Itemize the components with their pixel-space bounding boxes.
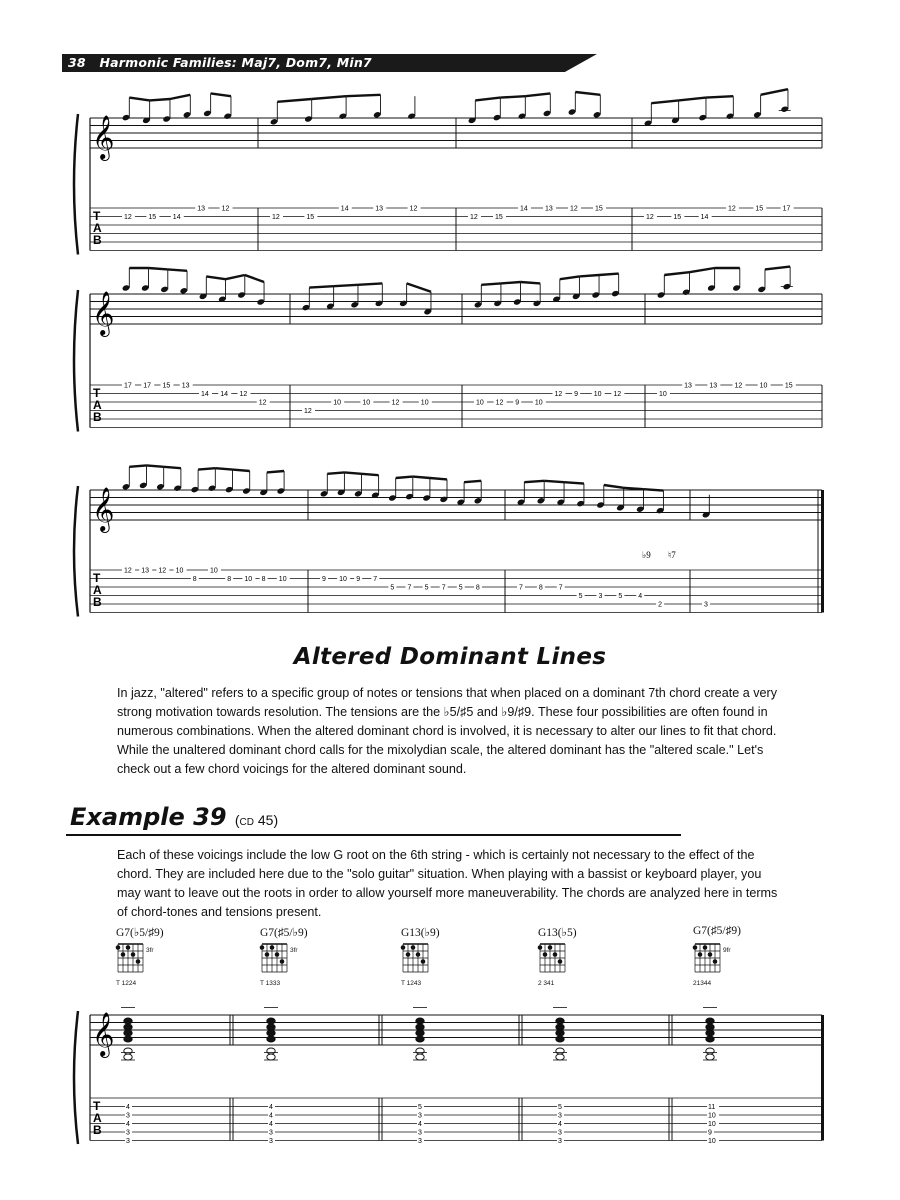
tab-number: 12: [391, 399, 400, 407]
tab-number: 10: [593, 391, 602, 398]
tab-number: 3: [418, 1129, 422, 1137]
final-barline-thick: [821, 490, 824, 613]
tab-number: 12: [728, 205, 736, 213]
tab-number: 17: [124, 382, 132, 390]
tab-number: 8: [227, 576, 232, 583]
beam: [327, 472, 344, 473]
chord-note-head: [416, 1024, 424, 1030]
tab-number: 4: [638, 593, 643, 600]
chord-finger-dot: [411, 945, 416, 950]
beam: [564, 482, 584, 483]
tab-number: 4: [269, 1112, 273, 1120]
tab-number: 9: [322, 576, 326, 583]
tab-number: 9: [515, 399, 520, 407]
beam: [521, 282, 541, 283]
chord-finger-dot: [136, 959, 141, 964]
tab-number: 14: [172, 214, 181, 221]
beam: [761, 89, 788, 95]
tab-number: 12: [554, 391, 563, 398]
tab-number: 12: [124, 567, 132, 575]
tab-number: 3: [126, 1129, 130, 1137]
tab-number: 5: [618, 593, 623, 600]
tab-number: 13: [545, 205, 553, 213]
tab-number: 10: [210, 567, 218, 575]
tab-number: 15: [673, 214, 682, 221]
tab-number: 15: [595, 205, 603, 213]
tab-number: 7: [441, 584, 446, 592]
beam: [164, 467, 181, 468]
chord-fingering: 2 341: [538, 980, 555, 987]
chord-note-head: [267, 1036, 275, 1042]
beam: [481, 283, 501, 284]
example-title: [70, 803, 278, 831]
tab-number: 14: [220, 391, 229, 398]
chord-note-head: [706, 1036, 714, 1042]
cd-label: CD: [239, 817, 254, 828]
tab-clef-letter: B: [93, 1123, 102, 1137]
final-barline-thick: [821, 1015, 824, 1141]
cd-track: 45): [257, 812, 279, 828]
chord-fingering: T 1243: [401, 980, 422, 987]
chord-fingering: 21344: [693, 980, 712, 987]
beam: [149, 268, 168, 269]
tab-number: 2: [658, 601, 663, 609]
tab-number: 4: [418, 1121, 422, 1128]
beam: [679, 98, 706, 101]
chord-note-head: [416, 1054, 424, 1060]
tab-clef-letter: A: [93, 1111, 102, 1125]
system-brace: [74, 290, 78, 432]
tab-number: 12: [272, 214, 280, 221]
tab-number: 3: [126, 1112, 130, 1120]
chord-finger-dot: [126, 945, 131, 950]
chord-note-head: [706, 1024, 714, 1030]
cd-reference: (CD 45): [234, 812, 279, 828]
tab-number: 7: [373, 576, 378, 583]
tab-number: 12: [570, 205, 578, 213]
chord-note-head: [124, 1024, 132, 1030]
tab-number: 4: [269, 1121, 273, 1128]
tab-root-number: 3: [126, 1138, 130, 1145]
tab-number: 10: [420, 399, 429, 407]
chord-fingering: T 1224: [116, 980, 137, 987]
treble-clef: 𝄞: [92, 115, 115, 159]
beam: [501, 282, 521, 283]
beam: [226, 275, 245, 279]
tab-number: 10: [339, 576, 347, 583]
example-rule: [66, 834, 681, 836]
example-title-text: Example 39: [70, 803, 227, 831]
tab-number: 12: [470, 214, 478, 221]
tab-number: 3: [558, 1129, 562, 1137]
tab-number: 11: [708, 1104, 716, 1111]
chord-note-head: [267, 1018, 275, 1024]
tab-root-number: 3: [558, 1138, 562, 1145]
beam: [358, 283, 382, 284]
tab-number: 4: [269, 1104, 273, 1111]
tab-clef-letter: B: [93, 233, 102, 247]
tab-number: 3: [704, 601, 708, 609]
beam: [524, 481, 544, 482]
chord-finger-dot: [260, 945, 265, 950]
tab-number: 8: [475, 584, 480, 592]
tab-number: 7: [558, 584, 563, 592]
tab-number: 9: [708, 1129, 712, 1137]
system-brace: [74, 114, 78, 255]
chord-finger-dot: [708, 952, 713, 957]
tab-clef-letter: T: [93, 209, 101, 223]
tab-clef-letter: A: [93, 583, 102, 597]
beam: [464, 481, 481, 482]
tab-number: 14: [340, 205, 349, 213]
chord-name: G13(♭9): [401, 927, 440, 939]
chord-finger-dot: [270, 945, 275, 950]
chord-name: G13(♭5): [538, 927, 577, 939]
beam: [334, 285, 358, 286]
tab-number: 13: [375, 205, 383, 213]
chord-note-head: [706, 1030, 714, 1036]
tab-number: 3: [418, 1112, 422, 1120]
chord-finger-dot: [713, 959, 718, 964]
beam: [277, 99, 311, 102]
beam: [168, 269, 187, 270]
tab-number: 15: [148, 214, 157, 221]
chord-finger-dot: [693, 945, 698, 950]
tab-number: 12: [258, 399, 267, 407]
tab-number: 15: [755, 205, 764, 213]
chord-note-head: [556, 1024, 564, 1030]
chord-note-head: [706, 1054, 714, 1060]
chord-note-head: [416, 1048, 424, 1054]
tab-clef-letter: T: [93, 571, 101, 585]
chord-note-head: [124, 1036, 132, 1042]
tab-clef-letter: B: [93, 410, 102, 424]
beam: [765, 267, 790, 270]
beam: [560, 276, 580, 279]
tension-annotation: ♮7: [668, 550, 676, 560]
beam: [579, 275, 599, 276]
chord-finger-dot: [416, 952, 421, 957]
section-paragraph: In jazz, "altered" refers to a specific group of notes or tensions that when placed on a dominant 7th chord create a very strong motivation towards resolution. The tensions are the ♭5/♯5 and ♭9/♯9. These four possibilities are often found in numerous combinations. When the altered dominant chord is involved, it is necessary to alter our lines to fit that chord. While the unaltered dominant chord calls for the mixolydian scale, the altered dominant has the "altered scale." Let's check out a few chord voicings for the altered dominant sound.: [117, 686, 777, 776]
tab-number: 15: [162, 382, 171, 390]
beam: [706, 96, 733, 97]
tab-clef-letter: A: [93, 398, 102, 412]
chord-finger-dot: [406, 952, 411, 957]
section-title: Altered Dominant Lines: [293, 644, 607, 670]
beam: [407, 283, 431, 291]
chord-note-head: [416, 1036, 424, 1042]
chord-finger-dot: [421, 959, 426, 964]
chord-note-head: [556, 1030, 564, 1036]
tab-number: 14: [520, 205, 528, 213]
beam: [500, 96, 525, 97]
tab-number: 15: [784, 382, 793, 390]
chord-note-head: [124, 1048, 132, 1054]
tab-number: 13: [141, 567, 149, 575]
tab-clef-letter: B: [93, 595, 102, 609]
tab-number: 8: [261, 576, 266, 583]
chord-fingering: T 1333: [260, 980, 281, 987]
beam: [651, 100, 678, 103]
beam: [599, 274, 619, 275]
beam: [147, 465, 164, 466]
tab-number: 15: [495, 214, 503, 221]
tab-number: 12: [646, 214, 654, 221]
chord-finger-dot: [121, 952, 126, 957]
chord-note-head: [556, 1018, 564, 1024]
tab-number: 10: [175, 567, 184, 575]
chord-finger-dot: [543, 952, 548, 957]
chord-note-head: [706, 1048, 714, 1054]
tension-annotation: ♭9: [642, 550, 651, 560]
tab-number: 12: [734, 382, 743, 390]
chord-fret-label: 3fr: [290, 947, 298, 954]
beam: [604, 485, 624, 488]
tab-number: 17: [143, 382, 152, 390]
tab-number: 3: [269, 1129, 273, 1137]
beam: [233, 470, 250, 471]
chord-note-head: [556, 1048, 564, 1054]
chord-finger-dot: [131, 952, 136, 957]
chord-finger-dot: [558, 959, 563, 964]
chord-note-head: [416, 1030, 424, 1036]
tab-number: 12: [409, 205, 418, 213]
chord-finger-dot: [548, 945, 553, 950]
tab-number: 9: [356, 576, 361, 583]
beam: [396, 477, 413, 478]
chord-note-head: [267, 1048, 275, 1054]
beam: [245, 275, 264, 282]
tab-clef-letter: T: [93, 1099, 101, 1113]
chord-finger-dot: [698, 952, 703, 957]
beam: [575, 92, 600, 95]
tab-number: 8: [192, 576, 197, 583]
beam: [150, 99, 170, 100]
beam: [689, 268, 714, 272]
running-title: Harmonic Families: Maj7, Dom7, Min7: [99, 55, 372, 70]
beam: [170, 95, 190, 99]
chord-finger-dot: [265, 952, 270, 957]
tab-root-number: 10: [708, 1138, 716, 1145]
tab-clef-letter: A: [93, 221, 102, 235]
tab-root-number: 3: [418, 1138, 422, 1145]
tab-number: 10: [244, 576, 253, 583]
tab-number: 12: [124, 214, 132, 221]
tab-clef-letter: T: [93, 386, 101, 400]
chord-note-head: [706, 1018, 714, 1024]
tab-number: 4: [126, 1121, 130, 1128]
treble-clef: 𝄞: [92, 291, 115, 335]
beam: [430, 478, 447, 479]
beam: [624, 488, 644, 489]
tab-number: 10: [708, 1112, 716, 1120]
beam: [644, 489, 664, 490]
tab-number: 4: [558, 1121, 562, 1128]
beam: [664, 272, 689, 275]
chord-fret-label: 3fr: [146, 947, 154, 954]
tab-number: 10: [278, 576, 287, 583]
tab-number: 3: [558, 1112, 562, 1120]
tab-number: 12: [613, 391, 622, 398]
tab-number: 15: [306, 214, 315, 221]
beam: [413, 477, 430, 478]
tab-number: 13: [197, 205, 205, 213]
chord-note-head: [267, 1024, 275, 1030]
tab-number: 9: [574, 391, 579, 398]
chord-name: G7(♭5/♯9): [116, 927, 164, 939]
chord-fret-label: 9fr: [723, 947, 731, 954]
beam: [346, 95, 380, 96]
chord-finger-dot: [280, 959, 285, 964]
tab-number: 17: [782, 205, 791, 213]
tab-number: 4: [126, 1104, 130, 1111]
beam: [312, 96, 346, 99]
chord-name: G7(♯5/♭9): [260, 927, 308, 939]
chord-finger-dot: [116, 945, 121, 950]
tab-number: 13: [684, 382, 692, 390]
chord-note-head: [124, 1018, 132, 1024]
tab-number: 10: [759, 382, 768, 390]
tab-number: 5: [558, 1104, 562, 1111]
tab-number: 5: [418, 1104, 422, 1111]
beam: [129, 98, 149, 101]
beam: [198, 468, 215, 469]
tab-number: 10: [362, 399, 371, 407]
tab-number: 12: [158, 567, 167, 575]
chord-note-head: [124, 1030, 132, 1036]
beam: [129, 465, 146, 466]
beam: [206, 276, 225, 279]
beam: [211, 93, 231, 96]
tab-number: 10: [659, 391, 667, 398]
tab-number: 10: [708, 1121, 716, 1128]
system-brace: [74, 486, 78, 617]
chord-finger-dot: [401, 945, 406, 950]
tab-number: 5: [390, 584, 395, 592]
tab-number: 5: [578, 593, 583, 600]
tab-number: 7: [407, 584, 412, 592]
page-number: 38: [68, 55, 86, 70]
tab-number: 10: [476, 399, 484, 407]
beam: [309, 286, 333, 287]
chord-note-head: [267, 1030, 275, 1036]
tab-number: 8: [538, 584, 543, 592]
chord-finger-dot: [275, 952, 280, 957]
tab-number: 12: [239, 391, 248, 398]
beam: [475, 98, 500, 101]
chord-note-head: [416, 1018, 424, 1024]
chord-note-head: [124, 1054, 132, 1060]
chord-note-head: [556, 1054, 564, 1060]
tab-number: 3: [598, 593, 603, 600]
tab-number: 5: [458, 584, 463, 592]
beam: [215, 468, 232, 469]
tab-number: 14: [700, 214, 709, 221]
chord-name: G7(♯5/♯9): [693, 925, 741, 937]
tab-number: 12: [304, 408, 312, 415]
chord-finger-dot: [703, 945, 708, 950]
treble-clef: 𝄞: [92, 1012, 115, 1056]
tab-number: 13: [181, 382, 190, 390]
beam: [544, 481, 564, 482]
tab-number: 13: [709, 382, 718, 390]
system-brace: [74, 1011, 78, 1144]
chord-finger-dot: [538, 945, 543, 950]
beam: [267, 471, 284, 472]
tab-number: 10: [333, 399, 341, 407]
tab-number: 14: [201, 391, 209, 398]
tab-number: 12: [495, 399, 504, 407]
beam: [362, 474, 379, 475]
treble-clef: 𝄞: [92, 487, 115, 531]
tab-root-number: 3: [269, 1138, 273, 1145]
tab-number: 7: [519, 584, 523, 592]
chord-note-head: [267, 1054, 275, 1060]
beam: [525, 93, 550, 96]
example-paragraph: Each of these voicings include the low G root on the 6th string - which is certainly not necessary to the effect of the chord. They are included here due to the "solo guitar" situation. When playing with a bassist or keyboard player, you may want to leave out the roots in order to allow yourself more maneuverability. The chords are analyzed here in terms of chord-tones and tensions present.: [117, 848, 778, 919]
tab-number: 12: [221, 205, 230, 213]
beam: [344, 472, 361, 473]
chord-finger-dot: [553, 952, 558, 957]
chord-note-head: [556, 1036, 564, 1042]
tab-number: 10: [534, 399, 543, 407]
tab-number: 5: [424, 584, 429, 592]
